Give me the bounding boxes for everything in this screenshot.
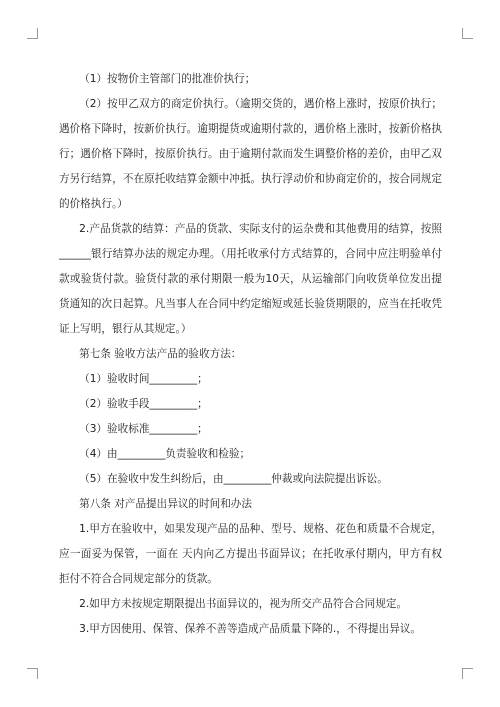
inspection-means-item: （2）验收手段_________；: [79, 398, 208, 410]
paragraph-price-approved: （1）按物价主管部门的批准价执行；: [79, 73, 256, 85]
objection-clause-1: 1.甲方在验收中，如果发现产品的品种、型号、规格、花色和质量不合规定，应一面妥为保管，一面在 天内向乙方提出书面异议；在托收承付期内，甲方有权拒付不符合合同规定部分的货款。: [59, 523, 442, 585]
dispute-resolution-item: （5）在验收中发生纠纷后，由_________仲裁或向法院提出诉讼。: [79, 473, 388, 485]
paragraph-payment-settlement: 2.产品货款的结算：产品的货款、实际支付的运杂费和其他费用的结算，按照______银行结算办法的规定办理。（用托收承付方式结算的，合同中应注明验单付款或验货付款。验货付款的承付期限一般为10天，从运输部门向收货单位发出提货通知的次日起算。凡当事人在合同中约定缩短或延长验货期限的，应当在托收凭证上写明，银行从其规定。）: [59, 223, 442, 335]
crop-mark-top-right: [462, 28, 473, 39]
inspection-standard-item: （3）验收标准_________；: [79, 423, 208, 435]
crop-mark-bottom-left: [27, 668, 38, 679]
inspection-responsible-item: （4）由_________负责验收和检验；: [79, 448, 251, 460]
article-7-heading: 第七条 验收方法产品的验收方法：: [79, 348, 242, 360]
paragraph-price-negotiated: （2）按甲乙双方的商定价执行。（逾期交货的，遇价格上涨时，按原价执行；遇价格下降时，按新价执行。逾期提货或逾期付款的，遇价格上涨时，按新价格执行；遇价格下降时，按原价执行。由于逾期付款而发生调整价格的差价，由甲乙双方另行结算，不在原托收结算金额中冲抵。执行浮动价和协商定价的，按合同规定的价格执行。）: [59, 98, 442, 210]
inspection-time-item: （1）验收时间_________；: [79, 373, 208, 385]
objection-clause-2: 2.如甲方未按规定期限提出书面异议的，视为所交产品符合合同规定。: [79, 598, 408, 610]
article-8-heading: 第八条 对产品提出异议的时间和办法: [79, 498, 252, 510]
document-body: [59, 67, 442, 642]
crop-mark-top-left: [27, 28, 38, 39]
objection-clause-3: 3.甲方因使用、保管、保养不善等造成产品质量下降的.，不得提出异议。: [79, 623, 422, 635]
crop-mark-bottom-right: [462, 668, 473, 679]
